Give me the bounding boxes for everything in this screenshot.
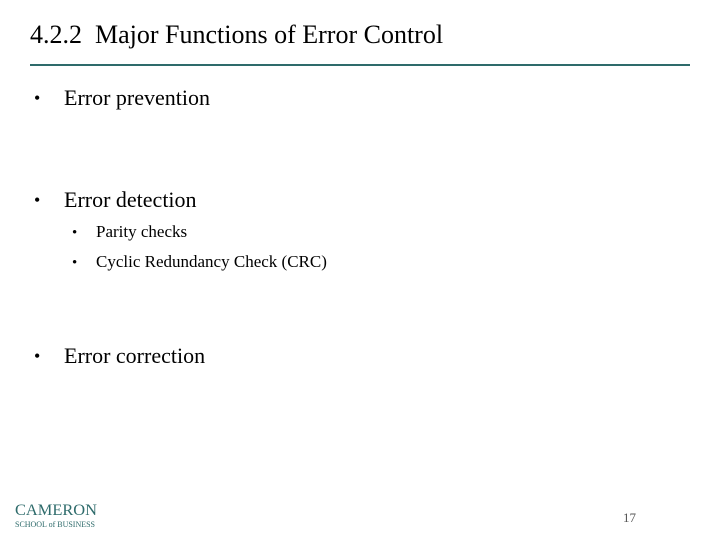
- sub-bullet-text: Cyclic Redundancy Check (CRC): [96, 252, 327, 271]
- page-number: 17: [623, 510, 636, 525]
- svg-text:CAMERON: CAMERON: [15, 502, 98, 519]
- bullet-item: [34, 342, 205, 370]
- cameron-school-logo: [14, 500, 104, 530]
- svg-text:SCHOOL of BUSINESS: SCHOOL of BUSINESS: [15, 520, 95, 529]
- sub-bullet-item: [72, 221, 187, 244]
- bullet-icon: •: [34, 346, 41, 366]
- bullet-text: Error detection: [64, 187, 197, 212]
- sub-bullet-text: Parity checks: [96, 222, 188, 241]
- title-divider: [30, 64, 690, 66]
- bullet-icon: •: [34, 88, 41, 108]
- sub-bullet-icon: •: [72, 225, 78, 241]
- bullet-icon: •: [34, 190, 41, 210]
- logo-graphic: [14, 500, 104, 530]
- bullet-text: Error correction: [64, 343, 206, 368]
- bullet-text: Error prevention: [64, 85, 210, 110]
- sub-bullet-icon: •: [72, 255, 78, 271]
- bullet-item: [34, 186, 197, 214]
- slide-title: 4.2.2 Major Functions of Error Control: [30, 20, 444, 49]
- bullet-item: [34, 84, 210, 112]
- sub-bullet-item: [72, 251, 327, 274]
